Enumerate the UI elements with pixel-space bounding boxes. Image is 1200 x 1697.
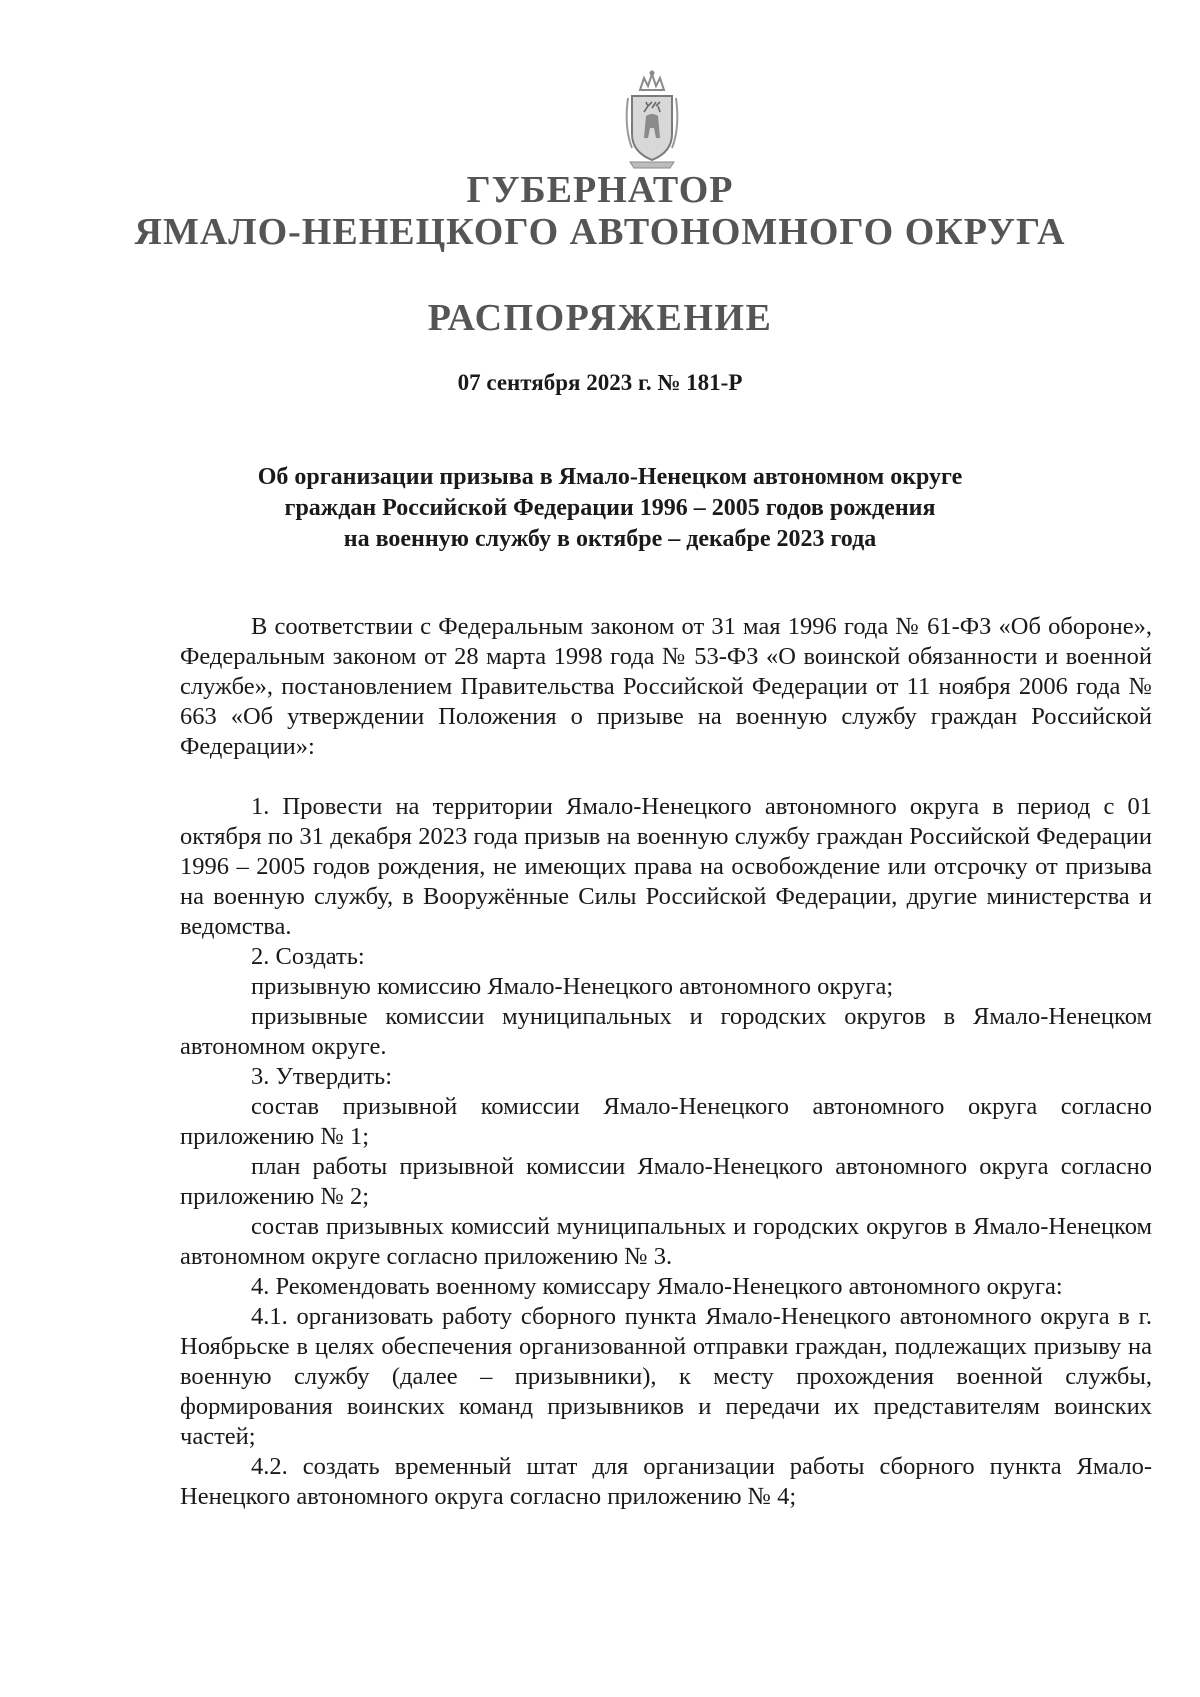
subject-line: Об организации призыва в Ямало-Ненецком автономном округе xyxy=(257,464,963,490)
paragraph-4-1: 4.1. организовать работу сборного пункта Ямало-Ненецкого автономного округа в г. Ноябрьске в целях обеспечения организованной отправки граждан, подлежащих призыву на военную службу (далее – призывники), к месту прохождения военной службы, формирования воинских команд призывников и передачи их представителям воинских частей; xyxy=(180,1303,1152,1450)
document-body xyxy=(180,612,1152,1512)
paragraph-3-item: состав призывной комиссии Ямало-Ненецкого автономного округа согласно приложению № 1; xyxy=(180,1093,1152,1150)
subject-line: на военную службу в октябре – декабре 2023 года xyxy=(343,526,877,552)
paragraph-2: 2. Создать: xyxy=(251,943,365,970)
paragraph-4-2: 4.2. создать временный штат для организации работы сборного пункта Ямало-Ненецкого автономного округа согласно приложению № 4; xyxy=(180,1453,1152,1510)
document-subject xyxy=(180,462,1040,555)
coat-of-arms-icon xyxy=(622,68,682,172)
document-date-number: 07 сентября 2023 г. № 181-Р xyxy=(457,370,743,395)
paragraph-4: 4. Рекомендовать военному комиссару Ямало-Ненецкого автономного округа: xyxy=(251,1273,1063,1300)
paragraph-1: 1. Провести на территории Ямало-Ненецкого автономного округа в период с 01 октября по 31 декабря 2023 года призыв на военную службу граждан Российской Федерации 1996 – 2005 годов рождения, не имеющих права на освобождение или отсрочку от призыва на военную службу, в Вооружённые Силы Российской Федерации, другие министерства и ведомства. xyxy=(180,793,1152,940)
paragraph-3: 3. Утвердить: xyxy=(251,1063,393,1090)
subject-line: граждан Российской Федерации 1996 – 2005 годов рождения xyxy=(284,495,936,521)
paragraph-2-item: призывные комиссии муниципальных и городских округов в Ямало-Ненецком автономном округе. xyxy=(180,1003,1152,1060)
paragraph-3-item: состав призывных комиссий муниципальных и городских округов в Ямало-Ненецком автономном округе согласно приложению № 3. xyxy=(180,1213,1152,1270)
paragraph-2-item: призывную комиссию Ямало-Ненецкого автономного округа; xyxy=(251,973,894,1000)
paragraph-3-item: план работы призывной комиссии Ямало-Ненецкого автономного округа согласно приложению № 2; xyxy=(180,1153,1152,1210)
governor-title: ГУБЕРНАТОР xyxy=(466,169,734,211)
preamble-paragraph: В соответствии с Федеральным законом от 31 мая 1996 года № 61-ФЗ «Об обороне», Федеральным законом от 28 марта 1998 года № 53-ФЗ «О воинской обязанности и военной службе», постановлением Правительства Российской Федерации от 11 ноября 2006 года № 663 «Об утверждении Положения о призыве на военную службу граждан Российской Федерации»: xyxy=(180,613,1152,760)
document-type: РАСПОРЯЖЕНИЕ xyxy=(427,297,773,339)
region-title: ЯМАЛО-НЕНЕЦКОГО АВТОНОМНОГО ОКРУГА xyxy=(134,211,1066,253)
